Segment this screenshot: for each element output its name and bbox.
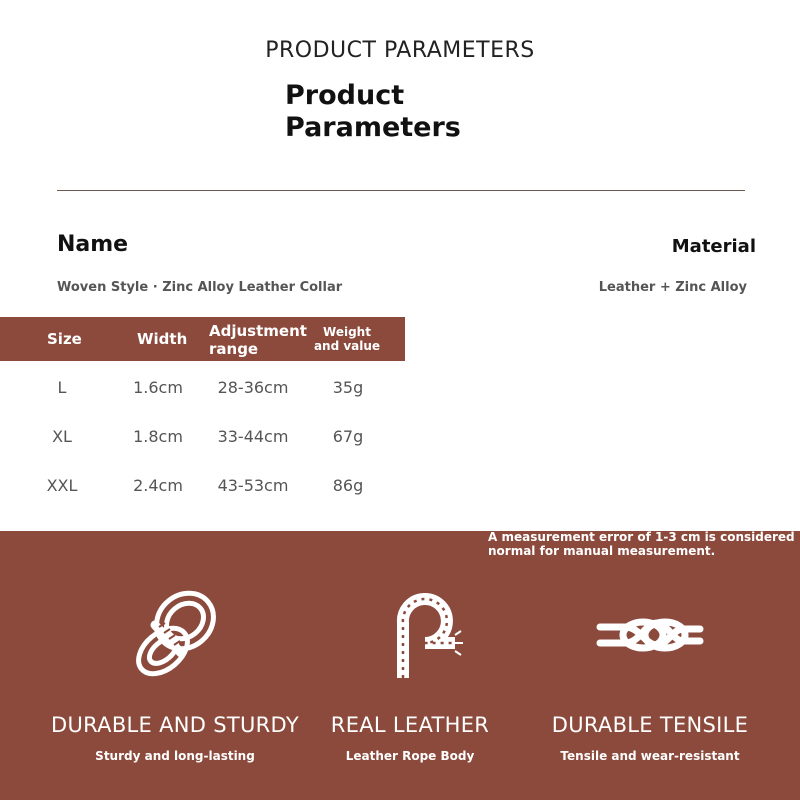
- cell-weight: 86g: [332, 476, 364, 495]
- cell-size: XXL: [46, 476, 78, 495]
- page-title: [285, 80, 525, 144]
- table-row: [0, 459, 405, 508]
- feature-title: DURABLE AND STURDY: [51, 713, 299, 737]
- cell-size: L: [57, 378, 67, 397]
- cell-weight: 67g: [332, 427, 364, 446]
- header-size: Size: [47, 330, 82, 348]
- cell-weight: 35g: [332, 378, 364, 397]
- cell-width: 2.4cm: [133, 476, 183, 495]
- table-row: [0, 410, 405, 459]
- feature-leather: [275, 580, 545, 763]
- leather-ribbon-icon: [275, 580, 545, 685]
- name-value: Woven Style · Zinc Alloy Leather Collar: [57, 280, 343, 295]
- header-weight-line1: Weight: [323, 325, 371, 339]
- header-adjustment-line1: Adjustment: [209, 322, 307, 340]
- header-weight-line2: and value: [313, 339, 381, 353]
- cell-size: XL: [52, 427, 72, 446]
- feature-subtitle: Sturdy and long-lasting: [95, 749, 255, 763]
- page-title-line2: Parameters: [285, 112, 461, 143]
- table-row: [0, 361, 405, 410]
- page-title-line1: Product: [285, 80, 405, 111]
- feature-subtitle: Leather Rope Body: [345, 749, 475, 763]
- cell-range: 28-36cm: [217, 378, 289, 397]
- header-width: Width: [137, 330, 188, 348]
- material-value: Leather + Zinc Alloy: [598, 280, 747, 295]
- size-table: [0, 317, 405, 508]
- divider: [57, 190, 745, 191]
- feature-durable: [40, 580, 310, 763]
- cell-range: 33-44cm: [217, 427, 289, 446]
- section-heading: PRODUCT PARAMETERS: [265, 38, 535, 63]
- material-label: Material: [671, 236, 756, 257]
- feature-tensile: [515, 580, 785, 763]
- header-adjustment-line2: range: [209, 340, 259, 358]
- knot-icon: [515, 580, 785, 685]
- cell-range: 43-53cm: [217, 476, 289, 495]
- header-weight: [312, 325, 382, 353]
- cell-width: 1.6cm: [133, 378, 183, 397]
- name-label: Name: [57, 232, 129, 257]
- feature-subtitle: Tensile and wear-resistant: [560, 749, 740, 763]
- header-adjustment-range: [209, 322, 309, 358]
- measurement-note: A measurement error of 1-3 cm is considered normal for manual measurement.: [488, 530, 795, 558]
- cell-width: 1.8cm: [133, 427, 183, 446]
- feature-title: REAL LEATHER: [330, 713, 490, 737]
- table-header: [0, 317, 405, 361]
- rope-coil-icon: [40, 580, 310, 685]
- feature-title: DURABLE TENSILE: [551, 713, 749, 737]
